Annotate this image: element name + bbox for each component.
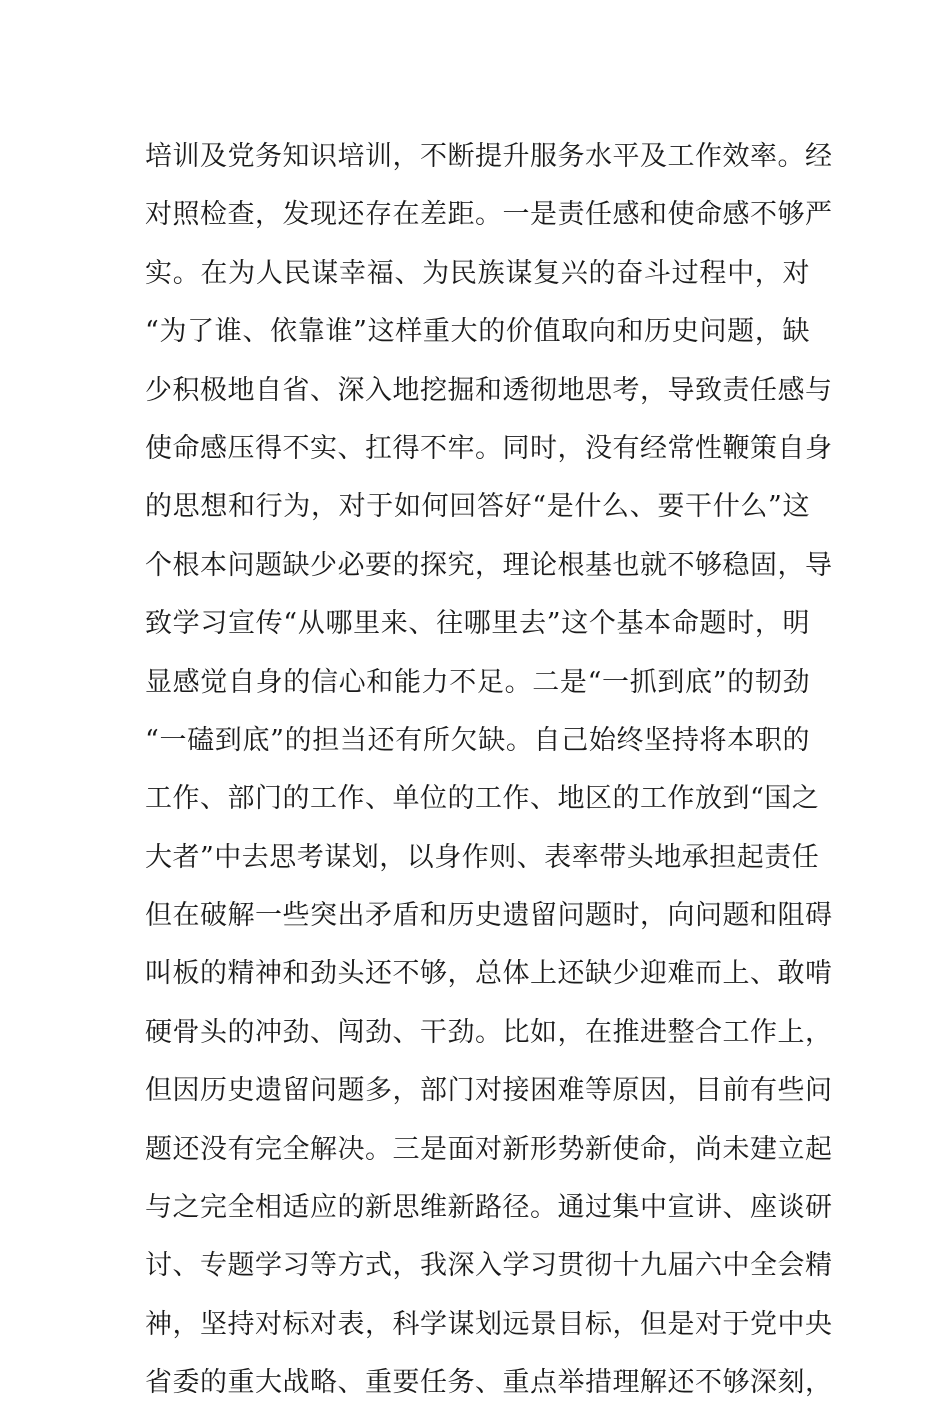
text-line: 但在破解一些突出矛盾和历史遗留问题时，向问题和阻碍 [145, 900, 833, 932]
text-line: 叫板的精神和劲头还不够，总体上还缺少迎难而上、敢啃 [145, 958, 833, 990]
text-line: 显感觉自身的信心和能力不足。二是“一抓到底”的韧劲 [145, 666, 810, 698]
text-line: “为了谁、依靠谁”这样重大的价值取向和历史问题，缺 [145, 316, 810, 348]
body-text [145, 128, 833, 1413]
text-line: 硬骨头的冲劲、闯劲、干劲。比如，在推进整合工作上， [145, 1016, 833, 1048]
text-line: 的思想和行为，对于如何回答好“是什么、要干什么”这 [145, 491, 810, 523]
text-line: 工作、部门的工作、单位的工作、地区的工作放到“国之 [145, 783, 820, 815]
text-line: 致学习宣传“从哪里来、往哪里去”这个基本命题时，明 [145, 608, 810, 640]
text-line: 但因历史遗留问题多，部门对接困难等原因，目前有些问 [145, 1075, 833, 1107]
text-line: 培训及党务知识培训，不断提升服务水平及工作效率。经 [145, 141, 833, 172]
text-line: 对照检查，发现还存在差距。一是责任感和使命感不够严 [145, 199, 833, 231]
text-line: 大者”中去思考谋划，以身作则、表率带头地承担起责任 [145, 841, 820, 873]
text-line: 题还没有完全解决。三是面对新形势新使命，尚未建立起 [145, 1133, 833, 1165]
text-line: 讨、专题学习等方式，我深入学习贯彻十九届六中全会精 [145, 1250, 833, 1282]
text-line: 个根本问题缺少必要的探究，理论根基也就不够稳固，导 [145, 549, 833, 581]
text-line: 使命感压得不实、扛得不牢。同时，没有经常性鞭策自身 [145, 432, 833, 464]
text-line: “一磕到底”的担当还有所欠缺。自己始终坚持将本职的 [145, 724, 810, 756]
text-line: 实。在为人民谋幸福、为民族谋复兴的奋斗过程中，对 [145, 257, 810, 289]
text-line: 与之完全相适应的新思维新路径。通过集中宣讲、座谈研 [145, 1192, 833, 1224]
text-line: 少积极地自省、深入地挖掘和透彻地思考，导致责任感与 [145, 374, 833, 406]
text-line: 省委的重大战略、重要任务、重点举措理解还不够深刻， [145, 1367, 833, 1399]
text-line: 神，坚持对标对表，科学谋划远景目标，但是对于党中央 [145, 1308, 833, 1340]
